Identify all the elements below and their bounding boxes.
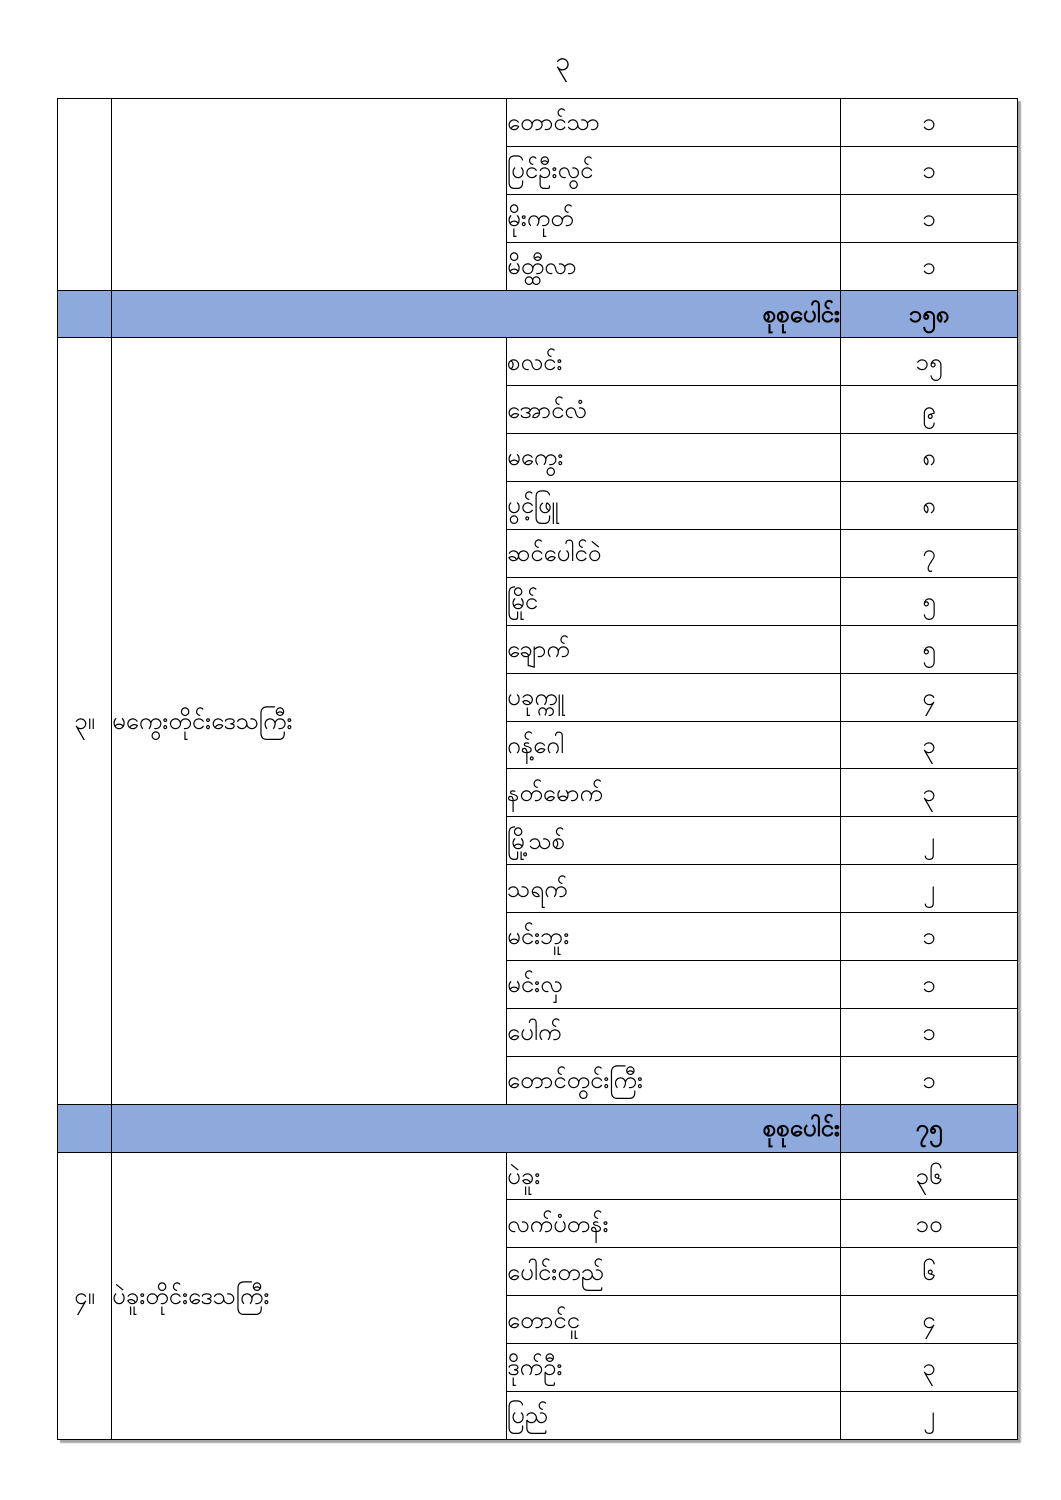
total-value-cell: ၇၅ <box>841 1104 1018 1152</box>
table-row <box>58 99 1018 147</box>
township-count-cell: ၇ <box>841 530 1018 578</box>
township-count-cell: ၃ <box>841 1344 1018 1392</box>
township-name-cell: ပြည် <box>507 1392 841 1440</box>
township-name-cell: မကွေး <box>507 434 841 482</box>
township-name-cell: ပေါက် <box>507 1008 841 1056</box>
total-value-cell: ၁၅၈ <box>841 290 1018 338</box>
township-count-cell: ၁၅ <box>841 338 1018 386</box>
township-count-cell: ၂ <box>841 1392 1018 1440</box>
township-count-cell: ၁ <box>841 961 1018 1009</box>
row-number-cell: ၃။ <box>58 338 112 1104</box>
region-name-cell: ပဲခူးတိုင်းဒေသကြီး <box>112 1152 507 1439</box>
region-name-cell <box>112 99 507 291</box>
township-name-cell: အောင်လံ <box>507 386 841 434</box>
township-name-cell: မင်းဘူး <box>507 913 841 961</box>
township-name-cell: မင်းလှ <box>507 961 841 1009</box>
township-count-cell: ၁ <box>841 99 1018 147</box>
total-label-cell: စုစုပေါင်း <box>112 290 841 338</box>
total-row <box>58 1104 1018 1152</box>
row-number-cell <box>58 99 112 291</box>
township-count-cell: ၈ <box>841 482 1018 530</box>
township-count-cell: ၅ <box>841 625 1018 673</box>
total-empty-cell <box>58 1104 112 1152</box>
township-name-cell: နတ်မောက် <box>507 769 841 817</box>
township-name-cell: မြိုင် <box>507 577 841 625</box>
township-name-cell: တောင်သာ <box>507 99 841 147</box>
township-name-cell: တောင်တွင်းကြီး <box>507 1056 841 1104</box>
township-count-cell: ၁ <box>841 194 1018 242</box>
township-name-cell: ဒိုက်ဦး <box>507 1344 841 1392</box>
township-count-cell: ၁၀ <box>841 1200 1018 1248</box>
page-number: ၃ <box>554 46 571 77</box>
township-count-cell: ၁ <box>841 242 1018 290</box>
township-name-cell: ချောက် <box>507 625 841 673</box>
total-row <box>58 290 1018 338</box>
table-row <box>58 1152 1018 1200</box>
row-number-cell: ၄။ <box>58 1152 112 1439</box>
township-count-cell: ၃ <box>841 721 1018 769</box>
township-name-cell: မိတ္ထီလာ <box>507 242 841 290</box>
table-body <box>58 99 1018 1440</box>
total-empty-cell <box>58 290 112 338</box>
township-name-cell: ပြင်ဦးလွင် <box>507 146 841 194</box>
township-name-cell: တောင်ငူ <box>507 1296 841 1344</box>
region-township-table <box>57 98 1018 1440</box>
township-count-cell: ၂ <box>841 817 1018 865</box>
township-name-cell: လက်ပံတန်း <box>507 1200 841 1248</box>
township-count-cell: ၆ <box>841 1248 1018 1296</box>
township-count-cell: ၁ <box>841 146 1018 194</box>
total-label-cell: စုစုပေါင်း <box>112 1104 841 1152</box>
township-name-cell: ပခုက္ကူ <box>507 673 841 721</box>
township-name-cell: မိုးကုတ် <box>507 194 841 242</box>
township-name-cell: စလင်း <box>507 338 841 386</box>
table-row <box>58 338 1018 386</box>
township-name-cell: ပဲခူး <box>507 1152 841 1200</box>
township-count-cell: ၄ <box>841 1296 1018 1344</box>
township-count-cell: ၅ <box>841 577 1018 625</box>
region-name-cell: မကွေးတိုင်းဒေသကြီး <box>112 338 507 1104</box>
township-name-cell: ဆင်ပေါင်ဝဲ <box>507 530 841 578</box>
township-count-cell: ၃၆ <box>841 1152 1018 1200</box>
township-count-cell: ၁ <box>841 913 1018 961</box>
township-count-cell: ၈ <box>841 434 1018 482</box>
township-count-cell: ၃ <box>841 769 1018 817</box>
township-count-cell: ၉ <box>841 386 1018 434</box>
township-name-cell: ပွင့်ဖြူ <box>507 482 841 530</box>
township-count-cell: ၄ <box>841 673 1018 721</box>
township-name-cell: ဂန့်ဂေါ <box>507 721 841 769</box>
township-name-cell: ပေါင်းတည် <box>507 1248 841 1296</box>
township-count-cell: ၁ <box>841 1056 1018 1104</box>
township-count-cell: ၁ <box>841 1008 1018 1056</box>
township-name-cell: မြို့သစ် <box>507 817 841 865</box>
township-name-cell: သရက် <box>507 865 841 913</box>
township-count-cell: ၂ <box>841 865 1018 913</box>
